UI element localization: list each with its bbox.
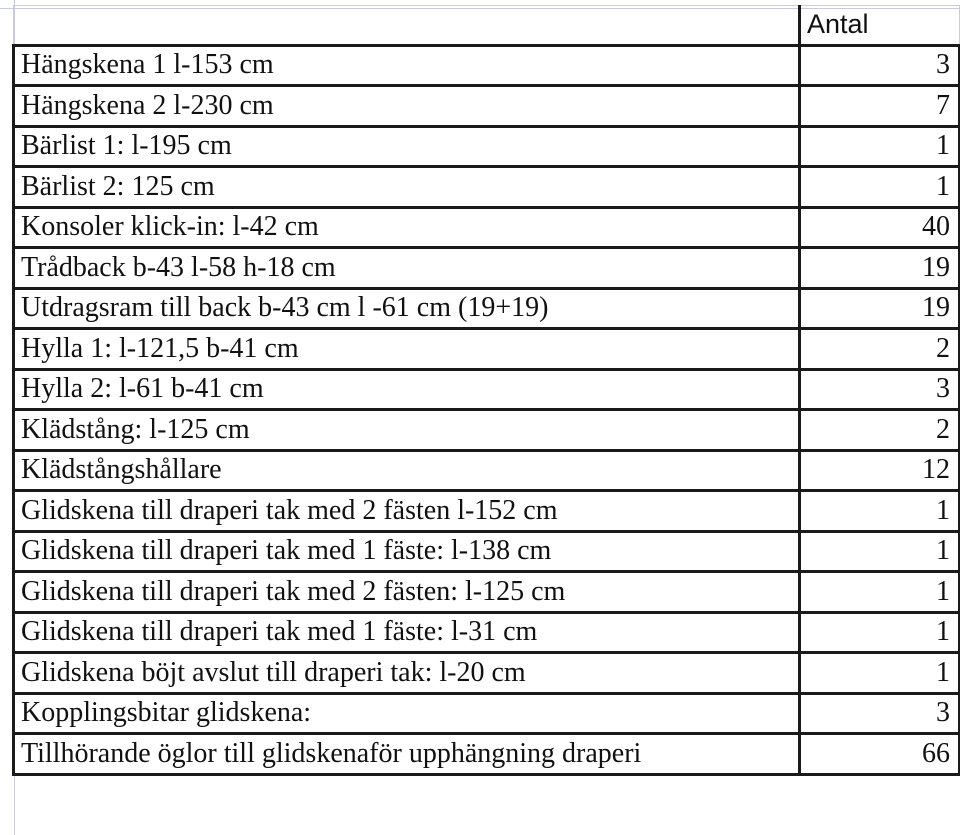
item-qty-cell[interactable]: 3 [800, 693, 960, 734]
table-row [14, 329, 960, 370]
item-qty-cell[interactable]: 1 [800, 167, 960, 208]
item-qty-cell[interactable]: 1 [800, 612, 960, 653]
item-name-cell[interactable]: Hylla 2: l-61 b-41 cm [14, 369, 800, 410]
item-qty-cell[interactable]: 1 [800, 531, 960, 572]
table-row [14, 531, 960, 572]
item-qty-cell[interactable]: 1 [800, 572, 960, 613]
item-qty-cell[interactable]: 12 [800, 450, 960, 491]
item-name-cell[interactable]: Trådback b-43 l-58 h-18 cm [14, 248, 800, 289]
table-row [14, 572, 960, 613]
item-name-cell[interactable]: Glidskena till draperi tak med 2 fästen l-152 cm [14, 491, 800, 532]
item-qty-cell[interactable]: 2 [800, 329, 960, 370]
table-row [14, 126, 960, 167]
header-row [14, 6, 960, 46]
header-name-cell[interactable] [14, 6, 800, 46]
item-qty-cell[interactable]: 3 [800, 45, 960, 86]
item-qty-cell[interactable]: 1 [800, 491, 960, 532]
table-row [14, 248, 960, 289]
item-name-cell[interactable]: Bärlist 2: 125 cm [14, 167, 800, 208]
item-name-cell[interactable]: Hylla 1: l-121,5 b-41 cm [14, 329, 800, 370]
table-row [14, 491, 960, 532]
item-name-cell[interactable]: Glidskena till draperi tak med 1 fäste: l-31 cm [14, 612, 800, 653]
item-qty-cell[interactable]: 1 [800, 653, 960, 694]
item-qty-cell[interactable]: 3 [800, 369, 960, 410]
header-qty-cell[interactable]: Antal [800, 6, 960, 46]
item-qty-cell[interactable]: 19 [800, 248, 960, 289]
item-name-cell[interactable]: Bärlist 1: l-195 cm [14, 126, 800, 167]
table-row [14, 734, 960, 775]
item-name-cell[interactable]: Utdragsram till back b-43 cm l -61 cm (19+19) [14, 288, 800, 329]
item-qty-cell[interactable]: 66 [800, 734, 960, 775]
inventory-table [12, 5, 960, 776]
item-qty-cell[interactable]: 1 [800, 126, 960, 167]
item-name-cell[interactable]: Tillhörande öglor till glidskenaför upphängning draperi [14, 734, 800, 775]
item-name-cell[interactable]: Hängskena 2 l-230 cm [14, 86, 800, 127]
item-name-cell[interactable]: Glidskena till draperi tak med 2 fästen: l-125 cm [14, 572, 800, 613]
table-row [14, 45, 960, 86]
item-qty-cell[interactable]: 7 [800, 86, 960, 127]
table-row [14, 167, 960, 208]
item-qty-cell[interactable]: 19 [800, 288, 960, 329]
table-row [14, 653, 960, 694]
table-row [14, 207, 960, 248]
table-row [14, 693, 960, 734]
item-name-cell[interactable]: Glidskena till draperi tak med 1 fäste: l-138 cm [14, 531, 800, 572]
item-name-cell[interactable]: Hängskena 1 l-153 cm [14, 45, 800, 86]
table-row [14, 288, 960, 329]
item-name-cell[interactable]: Kopplingsbitar glidskena: [14, 693, 800, 734]
table-row [14, 86, 960, 127]
table-row [14, 450, 960, 491]
item-name-cell[interactable]: Klädstångshållare [14, 450, 800, 491]
table-row [14, 410, 960, 451]
item-name-cell[interactable]: Klädstång: l-125 cm [14, 410, 800, 451]
item-qty-cell[interactable]: 2 [800, 410, 960, 451]
item-name-cell[interactable]: Konsoler klick-in: l-42 cm [14, 207, 800, 248]
table-row [14, 369, 960, 410]
table-row [14, 612, 960, 653]
item-qty-cell[interactable]: 40 [800, 207, 960, 248]
item-name-cell[interactable]: Glidskena böjt avslut till draperi tak: l-20 cm [14, 653, 800, 694]
